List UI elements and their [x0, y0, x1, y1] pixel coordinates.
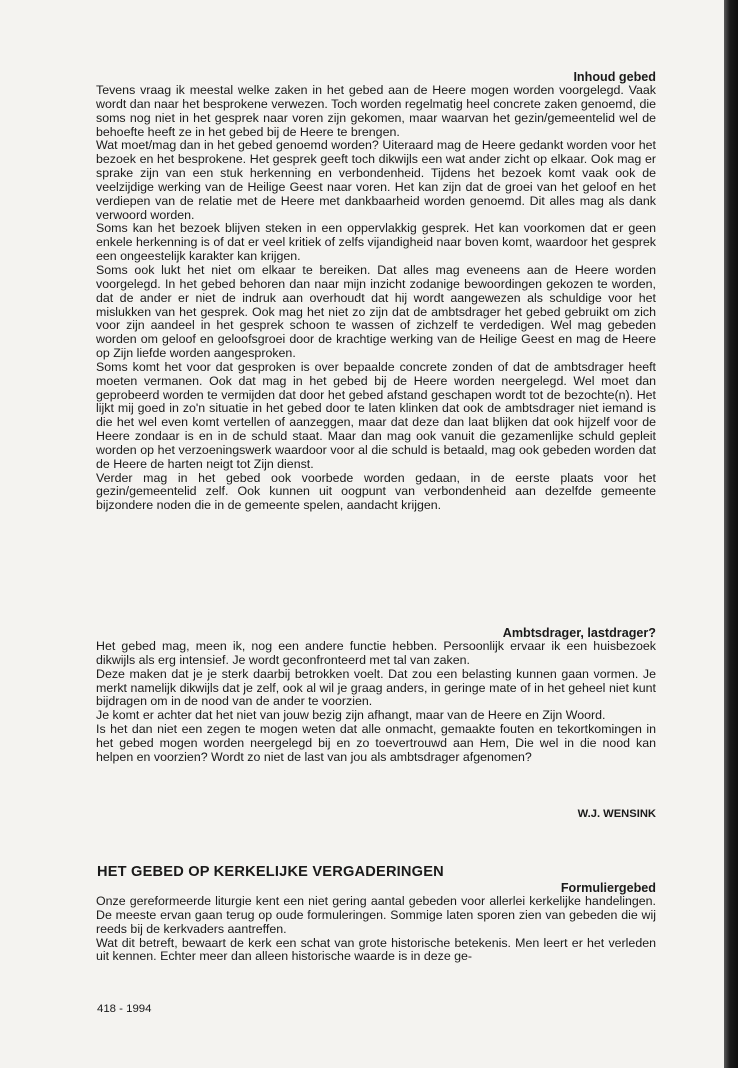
paragraph: Onze gereformeerde liturgie kent een niet gering aantal gebeden voor allerlei kerkelijke handelingen. De meeste ervan gaan terug op oude formuleringen. Sommige laten sporen zien van gebeden die wij reeds bij de kerkvaders aantreffen.: [96, 894, 656, 936]
paragraph: Je komt er achter dat het niet van jouw bezig zijn afhangt, maar van de Heere en Zijn Woord.: [96, 708, 606, 723]
section-title: HET GEBED OP KERKELIJKE VERGADERINGEN: [97, 864, 444, 880]
subheading-ambtsdrager-lastdrager: Ambtsdrager, lastdrager?: [502, 626, 656, 640]
paragraph: Het gebed mag, meen ik, nog een andere functie hebben. Persoonlijk ervaar ik een huisbezoek dikwijls als erg intensief. Je wordt geconfronteerd met tal van zaken.: [96, 639, 656, 667]
article-1-part-1: [96, 70, 656, 513]
paragraph: Soms ook lukt het niet om elkaar te bereiken. Dat alles mag eveneens aan de Heere worden voorgelegd. In het gebed behoren dan naar mijn inzicht zodanige bewoordingen gekozen te worden, dat de ander er niet de indruk aan overhoudt dat hij wordt aangewezen als schuldige voor het mislukken van het gesprek. Ook mag het niet zo zijn dat de ambtsdrager het gebed gebruikt om zich voor zijn aandeel in het gesprek schoon te wassen of zichzelf te verdedigen. Wel mag gebeden worden om geloof en geloofsgroei door de krachtige werking van de Heilige Geest en mag de Heere op Zijn liefde worden aangesproken.: [96, 262, 656, 361]
page-number-footer: 418 - 1994: [97, 1003, 152, 1015]
paragraph: Soms kan het bezoek blijven steken in een oppervlakkig gesprek. Het kan voorkomen dat er geen enkele herkenning is of dat er veel kritiek of zelfs vijandigheid naar boven komt, waardoor het gesprek een ongeestelijk karakter kan krijgen.: [96, 221, 656, 264]
article-1-part-2: [96, 626, 656, 765]
article-2: [96, 881, 656, 964]
page-edge-shadow: [724, 0, 738, 1068]
paragraph: Soms komt het voor dat gesproken is over bepaalde concrete zonden of dat de ambtsdrager heeft moeten vermanen. Ook dat mag in het gebed bij de Heere worden neergelegd. Wel moet dan geprobeerd worden te vermijden dat door het gebed afstand geschapen wordt tot de bezochte(n). Het lijkt mij goed in zo'n situatie in het gebed door te laten klinken dat ook de ambtsdrager niet iemand is die het wel even komt vertellen of aanzeggen, maar dat deze dan laat blijken dat ook hijzelf voor de Heere zondaar is en in de schuld staat. Maar dan mag ook vanuit die gezamenlijke schuld gepleit worden op het verzoeningswerk waardoor voor al die schuld is betaald, mag ook gebeden worden dat de Heere de harten neigt tot Zijn dienst.: [96, 359, 656, 471]
author-signature: W.J. WENSINK: [577, 808, 656, 820]
paragraph: Wat dit betreft, bewaart de kerk een schat van grote historische betekenis. Men leert er het verleden uit kennen. Echter meer dan alleen historische waarde is in deze ge-: [96, 935, 656, 964]
paragraph: Is het dan niet een zegen te mogen weten dat alle onmacht, gemaakte fouten en tekortkomingen in het gebed mogen worden neergelegd bij en zo toevertrouwd aan Hem, Die wel in die nood kan helpen en voorzien? Wordt zo niet de last van jou als ambtsdrager afgenomen?: [96, 722, 656, 764]
subheading-formuliergebed: Formuliergebed: [560, 881, 656, 895]
paragraph: Deze maken dat je je sterk daarbij betrokken voelt. Dat zou een belasting kunnen gaan vormen. Je merkt namelijk dikwijls dat je zelf, ook al wil je graag anders, in geringe mate of in het geheel niet kunt bijdragen om in de nood van de ander te voorzien.: [96, 666, 656, 709]
paragraph: Verder mag in het gebed ook voorbede worden gedaan, in de eerste plaats voor het gezin/gemeentelid zelf. Ook kunnen uit oogpunt van verbondenheid aan dezelfde gemeente bijzondere noden die in de gemeente spelen, aandacht krijgen.: [96, 470, 656, 513]
paragraph: Wat moet/mag dan in het gebed genoemd worden? Uiteraard mag de Heere gedankt worden voor het bezoek en het besprokene. Het gesprek geeft toch dikwijls een wat ander zicht op elkaar. Ook mag er sprake zijn van een stuk herkenning en verbondenheid. Tijdens het bezoek komt vaak ook de veelzijdige werking van de Heilige Geest naar voren. Het kan zijn dat de groei van het geloof en het verdiepen van de relatie met de Heere met dankbaarheid worden genoemd. Dit alles mag als dank verwoord worden.: [96, 138, 656, 222]
paragraph: Tevens vraag ik meestal welke zaken in het gebed aan de Heere mogen worden voorgelegd. Vaak wordt dan naar het besprokene verwezen. Toch worden regelmatig heel concrete zaken genoemd, die soms nog niet in het gesprek naar voren zijn gekomen, maar waarvan het gezin/gemeentelid wel de behoefte heeft ze in het gebed bij de Heere te brengen.: [96, 83, 656, 139]
subheading-inhoud-gebed: Inhoud gebed: [573, 70, 656, 84]
